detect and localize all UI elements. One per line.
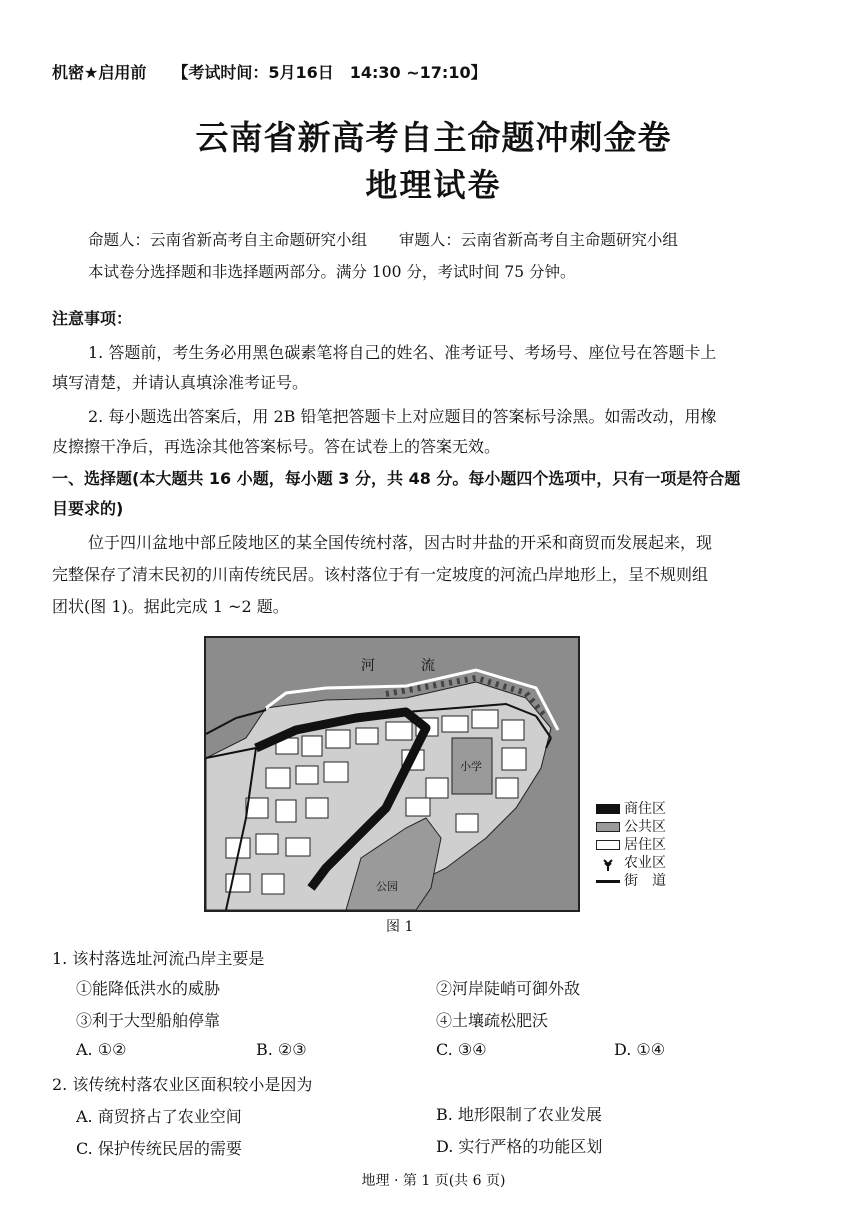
legend-agriculture [596,854,666,872]
question-2-stem: 2. 该传统村落农业区面积较小是因为 [52,1075,313,1094]
q1-option-d[interactable]: D. ①④ [614,1040,666,1059]
residential-swatch [596,840,620,850]
note-1-line-2: 填写清楚，并请认真填涂准考证号。 [52,373,309,392]
legend-street [596,872,666,890]
plant-icon [596,858,620,868]
q1-option-c[interactable]: C. ③④ [436,1040,487,1059]
reviewer: 审题人：云南省新高考自主命题研究小组 [398,231,678,249]
q2-option-c[interactable]: C. 保护传统民居的需要 [76,1139,242,1158]
legend-agriculture-label: 农业区 [624,855,666,871]
q1-option-a[interactable]: A. ①② [76,1040,127,1059]
school-label: 小学 [460,760,482,773]
legend-residential-label: 居住区 [624,837,666,853]
map-drawing [206,638,578,910]
exam-time: 【考试时间：5月16日 14:30 ~17:10】 [172,63,487,82]
street-swatch [596,880,620,883]
legend-street-label: 街 道 [624,873,666,889]
note-2-line-2: 皮擦擦干净后，再选涂其他答案标号。答在试卷上的答案无效。 [52,437,501,456]
legend-residential [596,836,666,854]
legend-public [596,818,666,836]
village-map [204,636,580,912]
exam-header [52,60,487,83]
q1-statement-1: ①能降低洪水的威胁 [76,979,221,998]
section-heading-line-1: 一、选择题(本大题共 16 小题，每小题 3 分，共 48 分。每小题四个选项中，只有一项是符合题 [52,469,741,488]
commercial-swatch [596,804,620,814]
passage-line-3: 团状(图 1)。据此完成 1 ~2 题。 [52,597,289,616]
q2-option-d[interactable]: D. 实行严格的功能区划 [436,1137,603,1156]
passage-line-2: 完整保存了清末民初的川南传统民居。该村落位于有一定坡度的河流凸岸地形上，呈不规则组 [52,565,709,584]
exam-info: 本试卷分选择题和非选择题两部分。满分 100 分，考试时间 75 分钟。 [88,263,576,281]
q1-statement-3: ③利于大型船舶停靠 [76,1011,221,1030]
page-subtitle: 地理试卷 [365,166,502,204]
page-title: 云南省新高考自主命题冲刺金卷 [195,118,672,157]
q1-statement-2: ②河岸陡峭可御外敌 [436,979,581,998]
q1-statement-4: ④土壤疏松肥沃 [436,1011,549,1030]
q1-option-b[interactable]: B. ②③ [256,1040,307,1059]
q2-option-a[interactable]: A. 商贸挤占了农业空间 [76,1107,242,1126]
secret-label: 机密★启用前 [52,63,147,82]
q2-option-b[interactable]: B. 地形限制了农业发展 [436,1105,602,1124]
legend-commercial-label: 商住区 [624,801,666,817]
river-label-1: 河 [361,658,375,674]
map-legend [596,800,666,890]
page-footer: 地理 · 第 1 页(共 6 页) [361,1173,506,1189]
author-line [88,228,678,250]
legend-commercial [596,800,666,818]
note-1-line-1: 1. 答题前，考生务必用黑色碳素笔将自己的姓名、准考证号、考场号、座位号在答题卡上 [88,343,717,362]
legend-public-label: 公共区 [624,819,666,835]
passage-line-1: 位于四川盆地中部丘陵地区的某全国传统村落，因古时井盐的开采和商贸而发展起来，现 [88,533,713,552]
park-label: 公园 [376,880,398,893]
question-1-stem: 1. 该村落选址河流凸岸主要是 [52,949,265,968]
public-swatch [596,822,620,832]
section-heading-line-2: 目要求的) [52,499,124,518]
author: 命题人：云南省新高考自主命题研究小组 [88,231,368,249]
note-2-line-1: 2. 每小题选出答案后，用 2B 铅笔把答题卡上对应题目的答案标号涂黑。如需改动，用橡 [88,407,717,426]
notes-heading: 注意事项： [52,309,133,328]
figure-caption: 图 1 [386,919,414,935]
river-label-2: 流 [421,658,435,674]
